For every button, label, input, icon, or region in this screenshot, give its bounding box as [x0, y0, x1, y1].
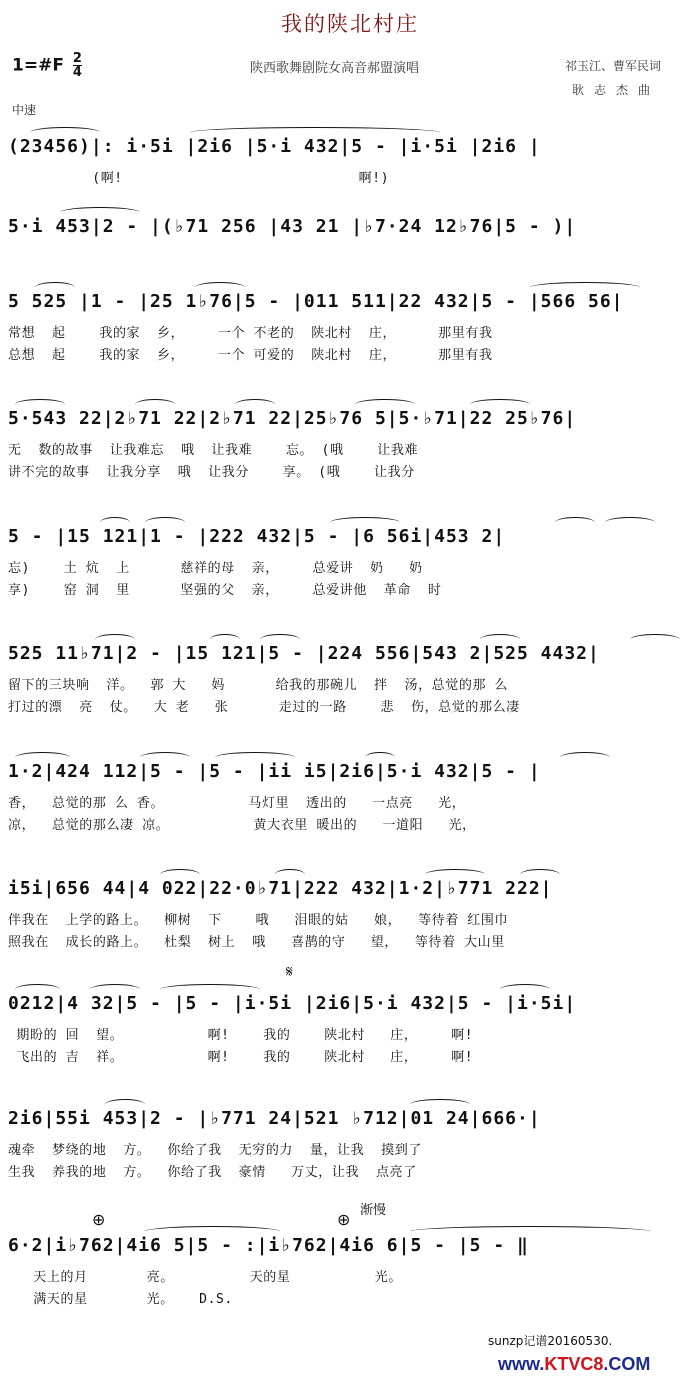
- lyric-verse-1: 常想 起 我的家 乡， 一个 不老的 陕北村 庄， 那里有我: [8, 326, 493, 341]
- notation-line: (23456)|: i·5i |2i6 |5·i 432|5 - |i·5i |2i6 |: [8, 136, 541, 157]
- notation-line: 5 - |15 121|1 - |222 432|5 - |6 56i|453 2|: [8, 526, 506, 547]
- notation-line: 5·543 22|2♭71 22|2♭71 22|25♭76 5|5·♭71|22 25♭76|: [8, 408, 577, 429]
- lyric-verse-1: 天上的月 亮。 天的星 光。: [8, 1270, 402, 1285]
- coda-sign: ⊕: [92, 1210, 106, 1229]
- lyric-verse-1: 香， 总觉的那 么 香。 马灯里 透出的 一点亮 光，: [8, 796, 466, 811]
- lyricist-credit: 祁玉江、曹军民词: [565, 59, 662, 73]
- segno-sign: 𝄋: [286, 962, 293, 981]
- time-numerator: 2: [72, 51, 82, 66]
- lyric-verse-2: 生我 养我的地 方。 你给了我 豪情 万丈，让我 点亮了: [8, 1165, 417, 1180]
- key-signature: [12, 52, 82, 79]
- time-signature: [73, 52, 82, 79]
- lyric-verse-2: 总想 起 我的家 乡， 一个 可爱的 陕北村 庄， 那里有我: [8, 348, 493, 363]
- page-title: 我的陕北村庄: [281, 12, 419, 36]
- notation-line: 1·2|424 112|5 - |5 - |ii i5|2i6|5·i 432|5 - |: [8, 761, 541, 782]
- notation-line: 0212|4 32|5 - |5 - |i·5i |2i6|5·i 432|5 - |i·5i|: [8, 993, 577, 1014]
- lyric-verse-1: 无 数的故事 让我难忘 哦 让我难 忘。 (哦 让我难: [8, 443, 419, 458]
- notation-line: 6·2|i♭762|4i6 5|5 - :|i♭762|4i6 6|5 - |5 - ‖: [8, 1235, 529, 1256]
- lyric-verse-1: 留下的三块响 洋。 郭 大 妈 给我的那碗儿 拌 汤，总觉的那 么: [8, 678, 509, 693]
- notation-line: 5·i 453|2 - |(♭71 256 |43 21 |♭7·24 12♭76|5 - )|: [8, 216, 577, 237]
- tempo-marking: 中速: [12, 103, 37, 117]
- notation-line: 2i6|55i 453|2 - |♭771 24|521 ♭712|01 24|666·|: [8, 1108, 541, 1129]
- lyric-verse-2: 满天的星 光。 D.S.: [8, 1292, 233, 1307]
- lyric-verse-2: 享) 窑 洞 里 坚强的父 亲， 总爱讲他 革命 时: [8, 583, 442, 598]
- notation-line: 5 525 |1 - |25 1♭76|5 - |011 511|22 432|5 - |566 56|: [8, 291, 624, 312]
- lyric-verse-1: 期盼的 回 望。 啊! 我的 陕北村 庄， 啊!: [8, 1028, 474, 1043]
- lyric-verse-1: 伴我在 上学的路上。 柳树 下 哦 泪眼的姑 娘， 等待着 红围巾: [8, 913, 509, 928]
- ritardando-marking: 渐慢: [360, 1203, 387, 1218]
- lyric-verse-1: 魂牵 梦绕的地 方。 你给了我 无穷的力 量，让我 摸到了: [8, 1143, 422, 1158]
- notation-line: i5i|656 44|4 022|22·0♭71|222 432|1·2|♭771 222|: [8, 878, 553, 899]
- lyric-verse-2: 凉， 总觉的那么凄 凉。 黄大衣里 暖出的 一道阳 光，: [8, 818, 476, 833]
- site-watermark: www.KTVC8.COM: [498, 1354, 651, 1374]
- performer-credit: 陕西歌舞剧院女高音郝盟演唱: [250, 61, 420, 76]
- lyric-verse-2: 讲不完的故事 让我分享 哦 让我分 享。 (哦 让我分: [8, 465, 415, 480]
- coda-sign: ⊕: [337, 1210, 351, 1229]
- lyric-verse-2: 打过的漂 亮 仗。 大 老 张 走过的一路 悲 伤，总觉的那么凄: [8, 700, 520, 715]
- transcriber-credit: sunzp记谱20160530.: [488, 1334, 613, 1348]
- lyric-verse-1: 忘) 土 炕 上 慈祥的母 亲， 总爱讲 奶 奶: [8, 561, 423, 576]
- lyric-verse-1: (啊! 啊!): [8, 171, 390, 186]
- lyric-verse-2: 飞出的 吉 祥。 啊! 我的 陕北村 庄， 啊!: [8, 1050, 474, 1065]
- lyric-verse-2: 照我在 成长的路上。 杜梨 树上 哦 喜鹊的守 望， 等待着 大山里: [8, 935, 505, 950]
- key-label: 1=#F: [12, 55, 64, 76]
- composer-credit: 耿志杰曲: [572, 83, 661, 97]
- notation-line: 525 11♭71|2 - |15 121|5 - |224 556|543 2|525 4432|: [8, 643, 600, 664]
- time-denominator: 4: [72, 65, 82, 80]
